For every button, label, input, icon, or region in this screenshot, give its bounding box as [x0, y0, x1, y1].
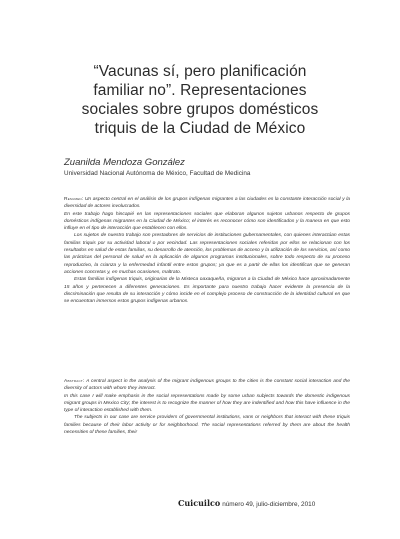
- abstract-label: Abstract:: [64, 379, 85, 384]
- article-title: [60, 62, 340, 138]
- journal-logo: Cuicuilco: [178, 498, 221, 508]
- resumen-paragraph: Resumen: Un aspecto central en el análisis de los grupos indígenas migrantes a las ciudades es la constante interacción social y la diversidad de actores involucrados.: [64, 197, 350, 210]
- abstract-paragraph: The subjects in our case are service providers of governmental institutions, vans or neighbors that interact with these triquis families because of their labor activity or for neighborhood. The social representations referred by them are about the health necessities of these families, their: [64, 415, 350, 436]
- resumen-label: Resumen:: [64, 197, 84, 202]
- resumen-paragraph: En este trabajo hago hincapié en las representaciones sociales que elaboran algunos sujetos urbanos respecto de grupos domésticos indígenas migrantes en la Ciudad de México; el interés es reconocer cómo son identificados y la manera en que esto influye en el tipo de interacción que establecen con ellos.: [64, 211, 350, 232]
- title-line: familiar no”. Representaciones: [93, 82, 307, 99]
- title-line: triquis de la Ciudad de México: [94, 120, 306, 137]
- resumen-section: [64, 196, 350, 305]
- issue-info: número 49, julio-diciembre, 2010: [222, 501, 316, 508]
- author-name: Zuanilda Mendoza González: [64, 157, 185, 168]
- abstract-paragraph: In this case I will make emphasis in the social representations made by some urban subjects towards the domestic indigenous migrant groups in Mexico City; the interest is to recognize the manner of how they are indentified and how this have influence in the type of interaction established with them.: [64, 393, 350, 414]
- page-footer: [178, 498, 315, 508]
- abstract-section: [64, 378, 350, 436]
- resumen-paragraph: Los sujetos de nuestro trabajo son prestadores de servicios de instituciones gubernamentales, con quienes interactúan estas familias triquis por su actividad laboral o por vecindad. Las representaciones sociales referidas por ellos se relacionan con los resultados en salud de estas familias, su desarrollo de atención, los problemas de acceso y la utilización de los servicios, así como las prácticas del personal de salud en la aplicación de algunos programas institucionales, sobre todo respecto de su proceso reproductivo, la crianza y la enfermedad infantil entre estos grupos; ya que es a partir de ellas los identifican que se generan acciones concretas y, en muchas ocasiones, maltrato.: [64, 233, 350, 275]
- title-line: sociales sobre grupos domésticos: [81, 101, 319, 118]
- abstract-paragraph: Abstract: A central aspect in the analysis of the migrant indigenous groups to the cities is the constant social interaction and the diversity of actors with whom they interact.: [64, 379, 351, 392]
- author-affiliation: Universidad Nacional Autónoma de México, Facultad de Medicina: [64, 170, 251, 177]
- title-line: “Vacunas sí, pero planificación: [93, 63, 307, 80]
- resumen-paragraph: Estas familias indígenas triquis, originarias de la Mixteca oaxaqueña, migraron a la Ciudad de México hace aproximadamente 15 años y pertenecen a diferentes generaciones. Es importante para nuestro trabajo hacer evidente la presencia de la discriminación que resulta de su interacción y cómo incide en el complejo proceso de construcción de la identidad cultural en que se encuentran inmersos estos grupos indígenas urbanos.: [64, 277, 350, 305]
